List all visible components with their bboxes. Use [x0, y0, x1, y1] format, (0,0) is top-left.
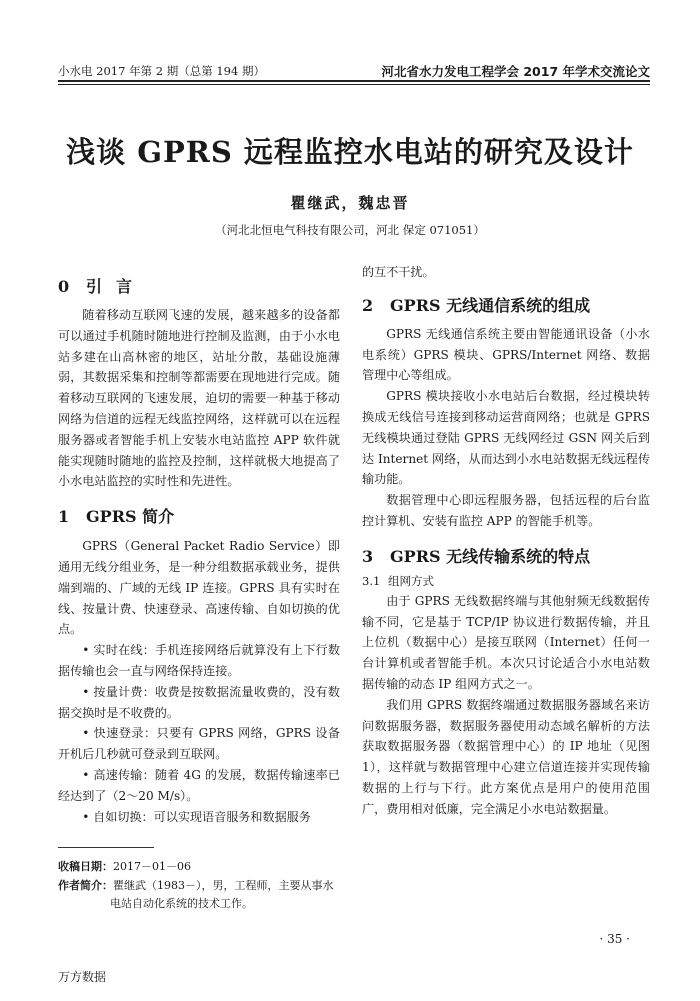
- section-number: 1: [58, 507, 70, 527]
- section-label: GPRS 无线通信系统的组成: [390, 295, 591, 315]
- bullet-login: • 快速登录：只要有 GPRS 网络，GPRS 设备开机后几秒就可登录到互联网。: [58, 726, 340, 762]
- bullet-realtime: • 实时在线：手机连接网络后就算没有上下行数据传输也会一直与网络保持连接。: [58, 643, 340, 678]
- section-label: 引言: [86, 277, 147, 296]
- composition-paragraph-1: GPRS 无线通信系统主要由智能通讯设备（小水电系统）GPRS 模块、GPRS/Internet 网络、数据管理中心等组成。: [362, 326, 650, 383]
- author-affiliation: （河北北恒电气科技有限公司，河北 保定 071051）: [215, 223, 485, 237]
- footnote-rule: [58, 847, 154, 848]
- footnote-author: [58, 877, 340, 913]
- bullet-billing: • 按量计费：收费是按数据流量收费的，没有数据交换时是不收费的。: [58, 684, 340, 720]
- section-heading-composition: [362, 293, 650, 316]
- section-label: GPRS 简介: [86, 507, 175, 527]
- header-rule-thin: [58, 84, 650, 85]
- bullet-speed: • 高速传输：随着 4G 的发展，数据传输速率已经达到了（2～20 M/s）。: [58, 767, 340, 803]
- section-heading-intro: [58, 274, 340, 297]
- section-number: 0: [58, 277, 70, 296]
- continued-paragraph: 的互不干扰。: [362, 265, 435, 279]
- header-rule-thick: [58, 80, 650, 82]
- watermark-footer: 万方数据: [58, 970, 107, 984]
- footnote-received: [58, 858, 340, 876]
- paper-authors: 瞿继武，魏忠晋: [290, 194, 410, 212]
- author-bio-label: 作者简介：: [58, 879, 113, 892]
- subsection-number: 3.1: [362, 573, 381, 588]
- left-column: [58, 262, 340, 827]
- section-number: 3: [362, 546, 374, 566]
- author-bio: 瞿继武（1983－），男，工程师，主要从事水电站自动化系统的技术工作。: [110, 879, 334, 910]
- section-number: 2: [362, 295, 374, 315]
- received-date: 2017－01－06: [113, 860, 191, 873]
- right-column: [362, 262, 650, 820]
- running-header: [58, 62, 650, 78]
- paper-title: 浅谈 GPRS 远程监控水电站的研究及设计: [66, 135, 634, 169]
- section-label: GPRS 无线传输系统的特点: [390, 546, 591, 566]
- composition-paragraph-2: GPRS 模块接收小水电站后台数据，经过模块转换成无线信号连接到移动运营商网络；也就是 GPRS 无线模块通过登陆 GPRS 无线网经过 GSN 网关后到达 Internet 网络，从而达到小水电站数据无线远程传输功能。: [362, 389, 650, 487]
- section-heading-features: [362, 544, 650, 567]
- conference-name: 河北省水力发电工程学会 2017 年学术交流论文: [381, 64, 650, 79]
- intro-paragraph: 随着移动互联网飞速的发展，越来越多的设备都可以通过手机随时随地进行控制及监测，由于小水电站多建在山高林密的地区，站址分散，基础设施薄弱，其数据采集和控制等都需要在现地进行完成。随着移动互联网的飞速发展，迫切的需要一种基于移动网络为信道的远程无线监控网络，这样就可以在远程服务器或者智能手机上安装水电站监控 APP 软件就能实现随时随地的监控及控制，这样就极大地提高了小水电站监控的实时性和先进性。: [58, 308, 340, 489]
- journal-issue: 小水电 2017 年第 2 期（总第 194 期）: [58, 64, 265, 78]
- page-number: · 35 ·: [599, 932, 630, 946]
- networking-paragraph-1: 由于 GPRS 无线数据终端与其他射频无线数据传输不同，它是基于 TCP/IP 协议进行数据传输，并且上位机（数据中心）是接互联网（Internet）任何一台计算机或者智能手机。本次只讨论适合小水电站数据传输的动态 IP 组网方式之一。: [362, 593, 650, 691]
- composition-paragraph-3: 数据管理中心即远程服务器，包括远程的后台监控计算机、安装有监控 APP 的智能手机等。: [362, 493, 650, 528]
- subsection-heading-networking: [362, 573, 650, 589]
- subsection-label: 组网方式: [388, 573, 434, 588]
- section-heading-gprs-intro: [58, 504, 340, 527]
- networking-paragraph-2: 我们用 GPRS 数据终端通过数据服务器域名来访问数据服务器，数据服务器使用动态域名解析的方法获取数据服务器（数据管理中心）的 IP 地址（见图 1），这样就与数据管理中心建立信道连接并实现传输数据的上行与下行。此方案优点是用户的使用范围广，费用相对低廉，完全满足小水电站数据量。: [362, 697, 650, 816]
- received-label: 收稿日期：: [58, 860, 113, 873]
- bullet-switch: • 自如切换：可以实现语音服务和数据服务: [82, 809, 311, 824]
- gprs-intro-paragraph: GPRS（General Packet Radio Service）即通用无线分组业务，是一种分组数据承载业务，提供端到端的、广域的无线 IP 连接。GPRS 具有实时在线、按量计费、快速登录、高速传输、自如切换的优点。: [58, 539, 340, 637]
